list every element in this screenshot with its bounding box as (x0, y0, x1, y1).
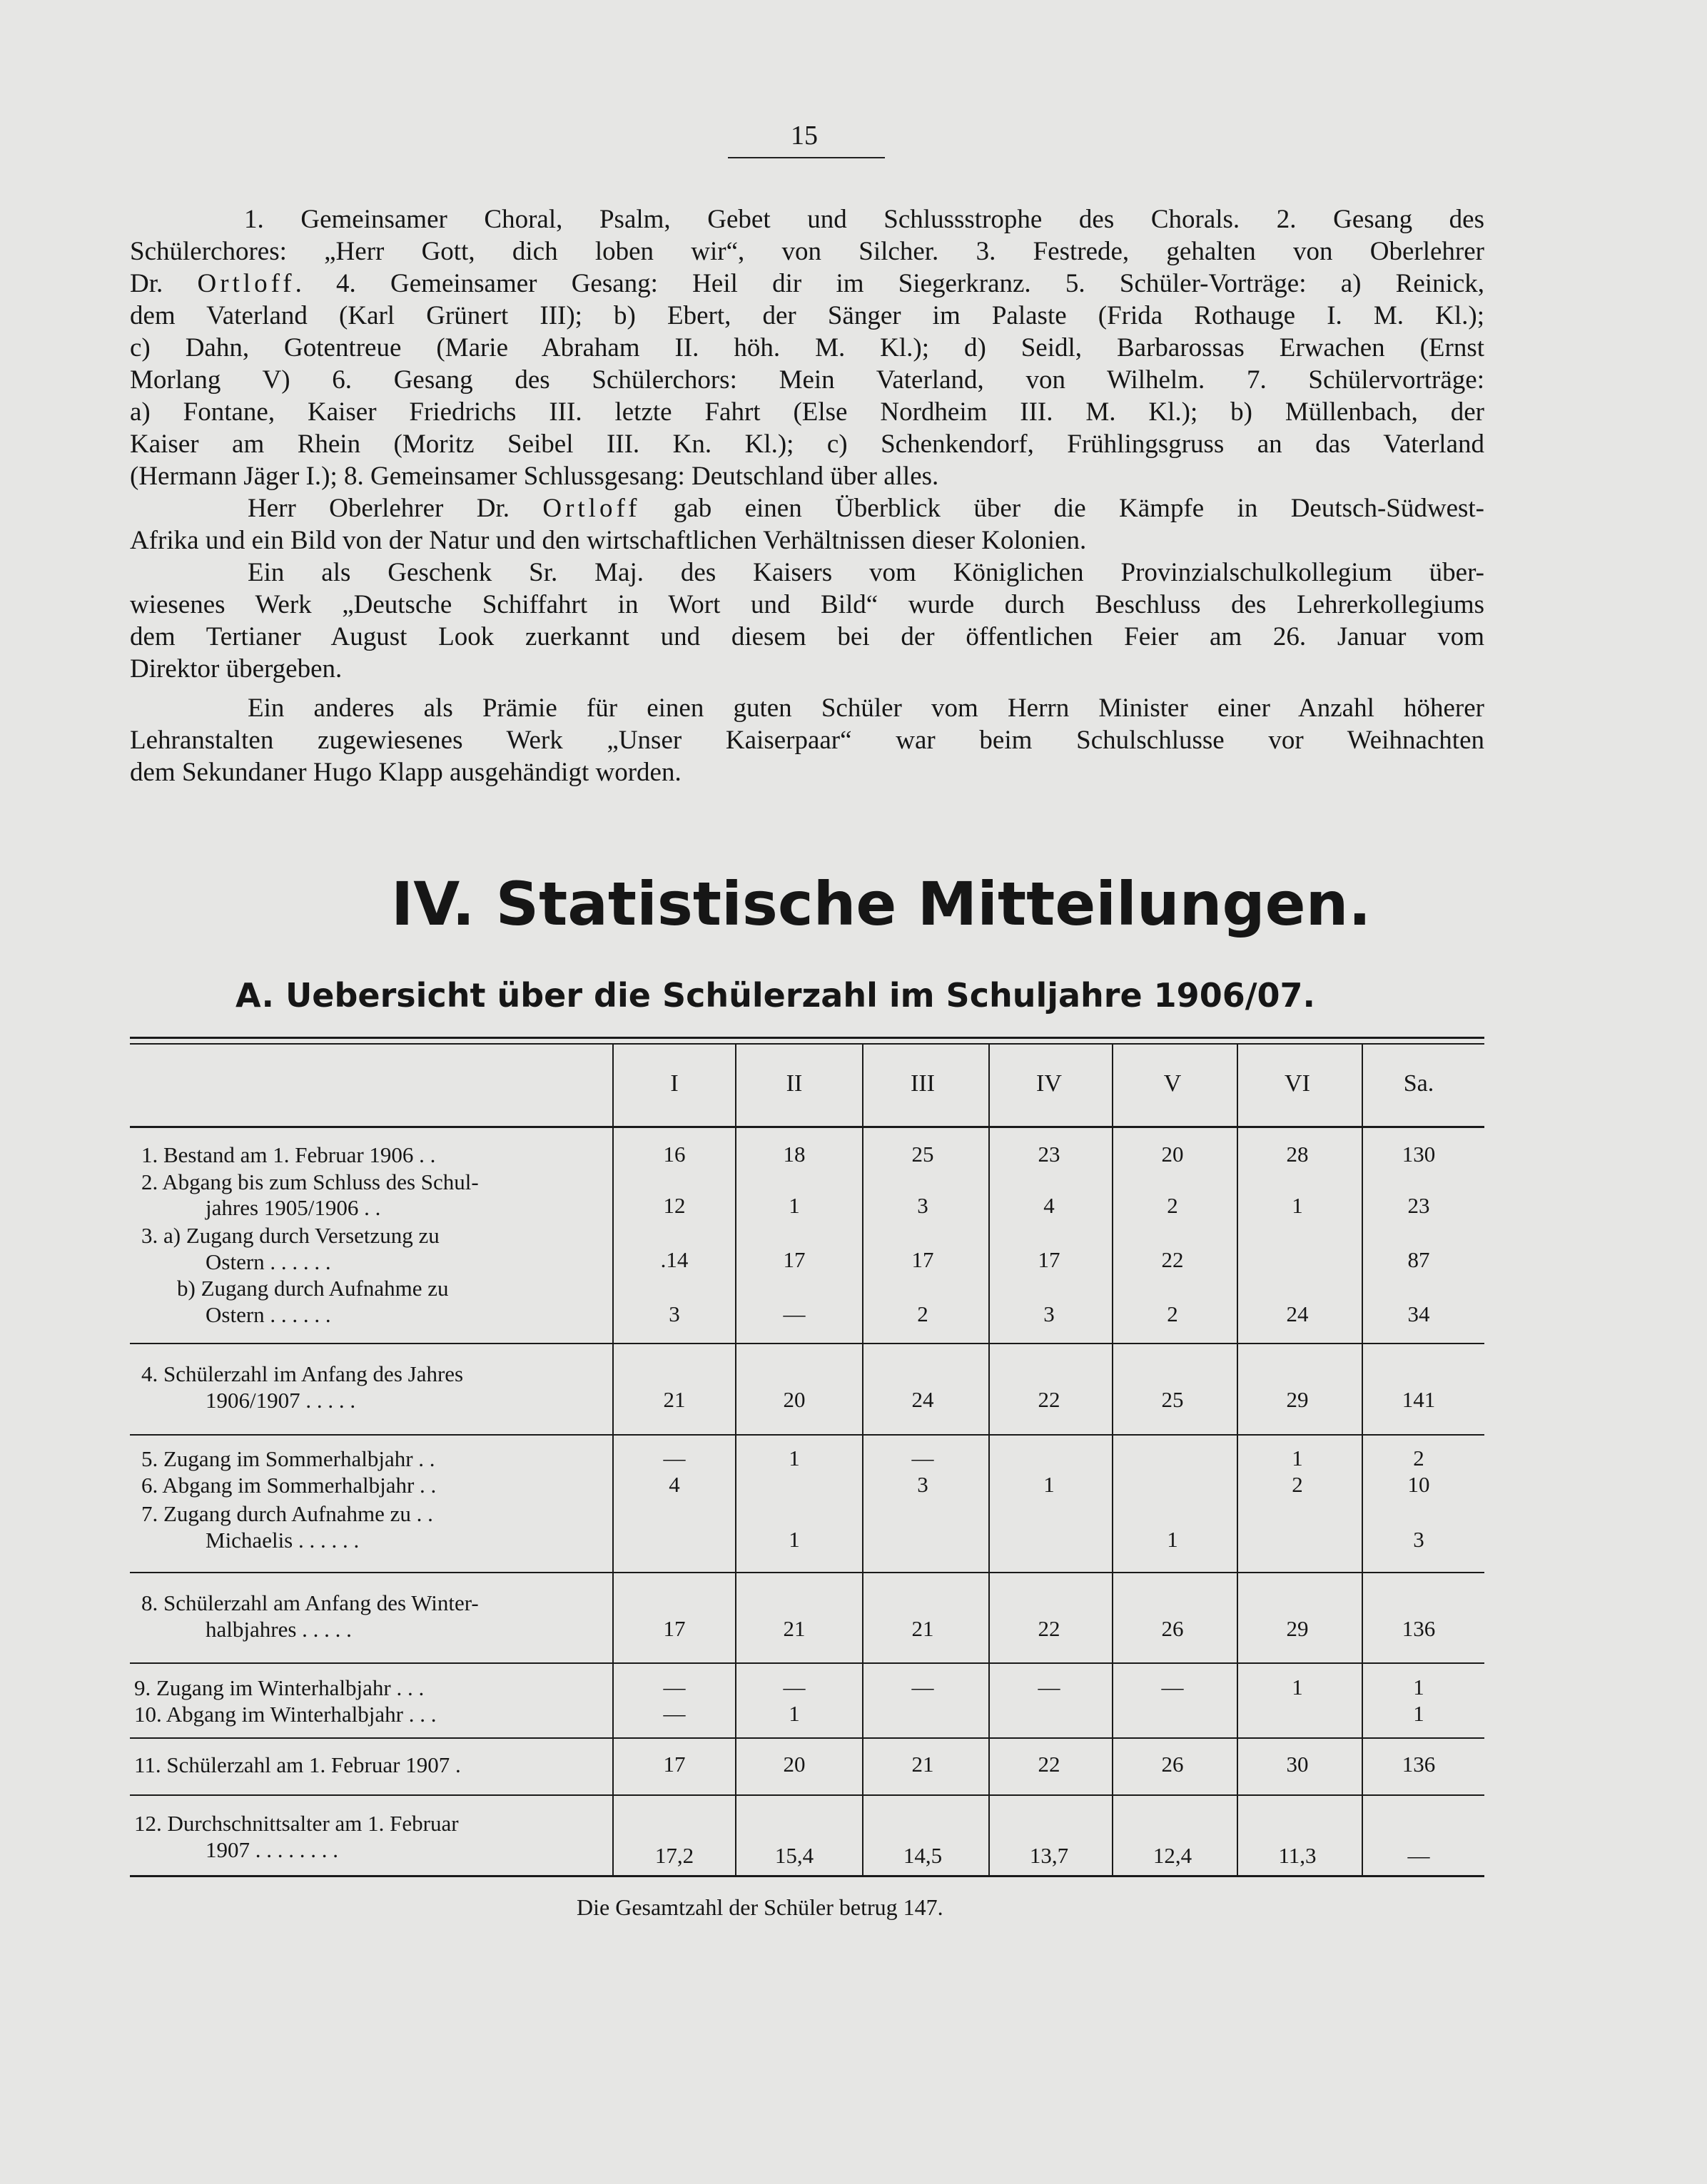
table-cell: 18 (783, 1142, 806, 1167)
page-number: 15 (791, 121, 818, 151)
table-header-rule (130, 1126, 1484, 1128)
table-cell: 1 (789, 1446, 800, 1471)
row-label: 8. Schülerzahl am Anfang des Winter- (141, 1590, 479, 1615)
table-cell: 21 (911, 1616, 934, 1641)
table-cell: 1 (1413, 1675, 1424, 1700)
table-cell: 2 (1413, 1446, 1424, 1471)
row-label: Ostern . . . . . . (206, 1302, 331, 1327)
table-top-rule (130, 1037, 1484, 1039)
table-cell: 20 (1161, 1142, 1184, 1167)
table-cell: 30 (1286, 1752, 1309, 1777)
table-column-rule (735, 1045, 736, 1875)
row-label: 1. Bestand am 1. Februar 1906 . . (141, 1142, 436, 1167)
table-column-rule (1112, 1045, 1113, 1875)
row-label: 11. Schülerzahl am 1. Februar 1907 . (134, 1752, 461, 1777)
text-line: dem Sekundaner Hugo Klapp ausgehändigt worden. (130, 758, 682, 787)
table-cell: 130 (1402, 1142, 1436, 1167)
table-cell: 26 (1161, 1752, 1184, 1777)
table-row-rule (130, 1794, 1484, 1796)
table-cell: 2 (917, 1301, 928, 1326)
table-cell: 16 (663, 1142, 686, 1167)
table-cell: 13,7 (1029, 1843, 1069, 1868)
table-cell: 3 (917, 1472, 928, 1497)
table-cell: — (663, 1675, 686, 1700)
table-row-rule (130, 1434, 1484, 1436)
row-label: Ostern . . . . . . (206, 1249, 331, 1274)
text-line: dem Tertianer August Look zuerkannt und diesem bei der öffentlichen Feier am 26. Januar vom (130, 622, 1484, 651)
table-cell: 21 (783, 1616, 806, 1641)
table-column-rule (862, 1045, 863, 1875)
text-line: Ein anderes als Prämie für einen guten Schüler vom Herrn Minister einer Anzahl höherer (248, 694, 1484, 723)
page-number-rule (728, 157, 885, 158)
table-cell: 12,4 (1153, 1843, 1192, 1868)
table-cell: 1 (789, 1527, 800, 1552)
text-line: dem Vaterland (Karl Grünert III); b) Ebert, der Sänger im Palaste (Frida Rothauge I. M. Kl.); (130, 301, 1484, 330)
table-cell: 23 (1038, 1142, 1060, 1167)
table-row-rule (130, 1662, 1484, 1664)
subsection-title: A. Uebersicht über die Schülerzahl im Schuljahre 1906/07. (235, 976, 1315, 1015)
text-line: (Hermann Jäger I.); 8. Gemeinsamer Schlussgesang: Deutschland über alles. (130, 462, 939, 491)
table-cell: 26 (1161, 1616, 1184, 1641)
column-header: VI (1285, 1070, 1310, 1097)
row-label: 1907 . . . . . . . . (206, 1837, 338, 1862)
table-cell: 24 (911, 1387, 934, 1412)
table-cell: 12 (663, 1193, 686, 1218)
table-row-rule (130, 1343, 1484, 1344)
text-line: c) Dahn, Gotentreue (Marie Abraham II. höh. M. Kl.); d) Seidl, Barbarossas Erwachen (Ernst (130, 333, 1484, 362)
table-cell: 17 (911, 1247, 934, 1272)
table-cell: 20 (783, 1387, 806, 1412)
table-cell: 87 (1407, 1247, 1430, 1272)
table-cell: 29 (1286, 1616, 1309, 1641)
table-cell: 29 (1286, 1387, 1309, 1412)
table-row-rule (130, 1572, 1484, 1573)
table-column-rule (612, 1045, 614, 1875)
table-cell: 3 (669, 1301, 680, 1326)
table-cell: 3 (1413, 1527, 1424, 1552)
table-row-rule (130, 1737, 1484, 1739)
section-title: IV. Statistische Mitteilungen. (391, 869, 1372, 939)
text-line: Afrika und ein Bild von der Natur und den wirtschaftlichen Verhältnissen dieser Kolonien. (130, 526, 1087, 555)
table-cell: 1 (1167, 1527, 1178, 1552)
table-footnote: Die Gesamtzahl der Schüler betrug 147. (577, 1894, 943, 1920)
table-cell: 17 (663, 1616, 686, 1641)
column-header: II (786, 1070, 803, 1097)
table-cell: 22 (1038, 1752, 1060, 1777)
table-cell: — (1038, 1675, 1060, 1700)
row-label: 1906/1907 . . . . . (206, 1388, 356, 1413)
table-cell: 17 (783, 1247, 806, 1272)
table-cell: 11,3 (1278, 1843, 1317, 1868)
table-cell: 22 (1038, 1387, 1060, 1412)
row-label: 4. Schülerzahl im Anfang des Jahres (141, 1361, 464, 1386)
text-fragment: Dr. (130, 269, 198, 298)
table-cell: 23 (1407, 1193, 1430, 1218)
table-cell: 1 (1413, 1701, 1424, 1726)
table-cell: 17,2 (654, 1843, 694, 1868)
text-line-with-name (130, 268, 1484, 300)
table-cell: 21 (911, 1752, 934, 1777)
text-line: Schülerchores: „Herr Gott, dich loben wir“, von Silcher. 3. Festrede, gehalten von Oberlehrer (130, 237, 1484, 266)
text-line: Lehranstalten zugewiesenes Werk „Unser Kaiserpaar“ war beim Schulschlusse vor Weihnachten (130, 726, 1484, 755)
table-cell: 17 (663, 1752, 686, 1777)
table-cell: 1 (1292, 1446, 1303, 1471)
table-cell: 1 (789, 1193, 800, 1218)
table-cell: 136 (1402, 1752, 1436, 1777)
text-line: a) Fontane, Kaiser Friedrichs III. letzte Fahrt (Else Nordheim III. M. Kl.); b) Müllenbach, der (130, 397, 1484, 427)
table-top-rule-thin (130, 1043, 1484, 1045)
text-line: Direktor übergeben. (130, 654, 343, 684)
table-cell: 34 (1407, 1301, 1430, 1326)
column-header: V (1163, 1070, 1182, 1097)
row-label: 12. Durchschnittsalter am 1. Februar (134, 1811, 459, 1836)
table-cell: 3 (1043, 1301, 1055, 1326)
table-cell: 1 (789, 1701, 800, 1726)
table-cell: — (1161, 1675, 1184, 1700)
table-cell: .14 (660, 1247, 689, 1272)
table-bottom-rule (130, 1875, 1484, 1877)
row-label: 7. Zugang durch Aufnahme zu . . (141, 1501, 433, 1526)
text-line: Morlang V) 6. Gesang des Schülerchors: Mein Vaterland, von Wilhelm. 7. Schülervorträge: (130, 365, 1484, 395)
text-line: wiesenes Werk „Deutsche Schiffahrt in Wort und Bild“ wurde durch Beschluss des Lehrerkollegiums (130, 590, 1484, 619)
table-cell: — (663, 1446, 686, 1471)
table-cell: 15,4 (774, 1843, 814, 1868)
table-cell: — (911, 1675, 934, 1700)
row-label: 3. a) Zugang durch Versetzung zu (141, 1223, 440, 1248)
row-label: 9. Zugang im Winterhalbjahr . . . (134, 1675, 425, 1700)
table-cell: — (1407, 1843, 1430, 1868)
table-cell: 2 (1167, 1301, 1178, 1326)
table-cell: 1 (1292, 1675, 1303, 1700)
text-fragment: Herr Oberlehrer Dr. (248, 494, 543, 523)
table-cell: 22 (1161, 1247, 1184, 1272)
table-cell: 2 (1167, 1193, 1178, 1218)
row-label: 10. Abgang im Winterhalbjahr . . . (134, 1702, 437, 1727)
table-cell: 24 (1286, 1301, 1309, 1326)
table-cell: 25 (911, 1142, 934, 1167)
table-cell: — (911, 1446, 934, 1471)
row-label: Michaelis . . . . . . (206, 1528, 360, 1553)
text-line: Ein als Geschenk Sr. Maj. des Kaisers vom Königlichen Provinzialschulkollegium über- (248, 558, 1484, 587)
table-cell: 141 (1402, 1387, 1436, 1412)
text-line-with-name (130, 492, 1484, 524)
text-line: Kaiser am Rhein (Moritz Seibel III. Kn. Kl.); c) Schenkendorf, Frühlingsgruss an das Vaterland (130, 430, 1484, 459)
table-cell: 21 (663, 1387, 686, 1412)
column-header: Sa. (1403, 1070, 1434, 1097)
row-label: b) Zugang durch Aufnahme zu (177, 1276, 449, 1301)
table-column-rule (1237, 1045, 1238, 1875)
table-cell: — (663, 1701, 686, 1726)
table-column-rule (988, 1045, 990, 1875)
table-cell: 17 (1038, 1247, 1060, 1272)
table-column-rule (1362, 1045, 1363, 1875)
table-cell: 1 (1043, 1472, 1055, 1497)
table-cell: 20 (783, 1752, 806, 1777)
table-cell: 136 (1402, 1616, 1436, 1641)
text-line: 1. Gemeinsamer Choral, Psalm, Gebet und Schlussstrophe des Chorals. 2. Gesang des (244, 205, 1484, 234)
column-header: IV (1036, 1070, 1062, 1097)
table-cell: 4 (1043, 1193, 1055, 1218)
table-cell: 28 (1286, 1142, 1309, 1167)
table-cell: 4 (669, 1472, 680, 1497)
table-cell: 10 (1407, 1472, 1430, 1497)
table-cell: — (783, 1675, 806, 1700)
column-header: III (911, 1070, 935, 1097)
spaced-name: Ortloff (542, 494, 641, 523)
table-cell: 14,5 (903, 1843, 943, 1868)
row-label: 5. Zugang im Sommerhalbjahr . . (141, 1446, 435, 1471)
table-cell: 1 (1292, 1193, 1303, 1218)
table-cell: 25 (1161, 1387, 1184, 1412)
text-fragment: . 4. Gemeinsamer Gesang: Heil dir im Siegerkranz. 5. Schüler-Vorträge: a) Reinick, (295, 269, 1484, 298)
row-label: jahres 1905/1906 . . (206, 1195, 381, 1220)
row-label: halbjahres . . . . . (206, 1617, 352, 1642)
column-header: I (670, 1070, 679, 1097)
table-cell: 22 (1038, 1616, 1060, 1641)
table-cell: 3 (917, 1193, 928, 1218)
row-label: 2. Abgang bis zum Schluss des Schul- (141, 1169, 479, 1194)
text-fragment: gab einen Überblick über die Kämpfe in Deutsch-Südwest- (640, 494, 1484, 523)
table-cell: 2 (1292, 1472, 1303, 1497)
row-label: 6. Abgang im Sommerhalbjahr . . (141, 1473, 437, 1498)
table-cell: — (783, 1301, 806, 1326)
spaced-name: Ortloff (197, 269, 295, 298)
